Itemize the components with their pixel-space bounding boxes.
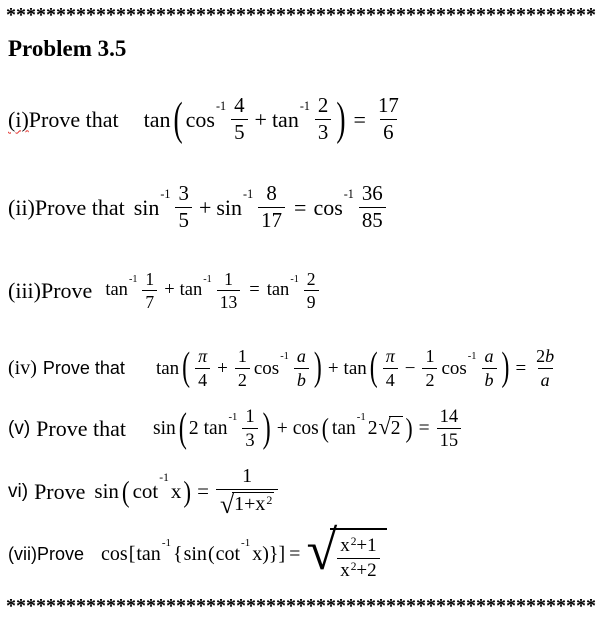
problem-1-row <box>0 88 605 152</box>
math-function <box>203 411 239 440</box>
fraction <box>359 183 386 232</box>
fraction <box>216 466 278 518</box>
denominator: 4 <box>383 368 398 390</box>
minus-operator: − <box>404 357 416 379</box>
right-paren: ) <box>183 474 192 508</box>
denominator: 6 <box>380 119 396 144</box>
numerator: 8 <box>266 181 277 206</box>
math-function <box>313 187 354 221</box>
problem-6-row <box>0 463 605 521</box>
expression: +2 <box>356 560 377 582</box>
function-name: tan <box>143 106 171 132</box>
function-name: tan <box>105 280 128 301</box>
denominator: 85 <box>359 207 386 232</box>
numerator: 1 <box>425 346 435 367</box>
denominator: 3 <box>242 428 257 450</box>
left-paren: ( <box>369 345 378 390</box>
function-name: cos <box>101 543 128 566</box>
plus-operator: + <box>254 106 267 132</box>
coefficient: 2 <box>536 346 546 367</box>
problem-2-label: (ii) <box>8 194 35 220</box>
equals-sign: = <box>353 106 366 132</box>
math-function <box>293 418 319 440</box>
equals-sign: = <box>515 357 527 379</box>
problem-7-prove: Prove <box>37 544 85 565</box>
function-name: tan <box>179 280 203 301</box>
expression: 1+x <box>234 492 266 515</box>
coefficient: 2 <box>367 417 378 439</box>
inverse-superscript: -1 <box>243 187 254 202</box>
variable: x <box>340 560 350 582</box>
problem-1-label: (i) <box>8 106 29 132</box>
left-paren: ( <box>321 412 329 444</box>
math-function <box>101 543 128 566</box>
numerator: a <box>296 346 306 367</box>
function-name: cos <box>441 357 467 379</box>
denominator: a <box>538 368 553 390</box>
denominator: 4 <box>195 368 210 390</box>
denominator: 15 <box>437 428 462 450</box>
bottom-border: *********************************************************** <box>6 594 596 617</box>
fraction <box>217 270 241 312</box>
right-paren: ) <box>501 345 510 390</box>
radical-sign: √ <box>306 520 338 583</box>
fraction <box>231 95 247 144</box>
exponent: 2 <box>266 492 273 507</box>
denominator: 17 <box>258 207 285 232</box>
plus-operator: + <box>276 417 288 439</box>
denominator: 7 <box>142 290 157 311</box>
left-bracket: [ <box>128 543 136 566</box>
math-function <box>144 107 171 133</box>
square-root <box>306 520 386 583</box>
radical-sign: √ <box>219 489 235 519</box>
math-function <box>153 418 176 440</box>
inverse-superscript: -1 <box>203 274 212 285</box>
denominator: 5 <box>231 119 247 144</box>
right-brace: } <box>268 543 279 566</box>
equals-sign: = <box>249 280 260 301</box>
problem-3-row <box>0 266 605 316</box>
math-function <box>156 358 179 380</box>
problem-5-label: (v) <box>8 417 31 439</box>
fraction <box>533 347 557 390</box>
variable: x <box>170 479 182 504</box>
math-function <box>331 411 367 440</box>
fraction <box>304 270 319 312</box>
function-name: sin <box>94 479 119 504</box>
math-function <box>271 99 311 133</box>
radicand <box>330 528 386 581</box>
math-function <box>133 187 172 221</box>
top-border: *********************************************************** <box>6 4 596 26</box>
left-paren: ( <box>173 91 183 145</box>
numerator: 4 <box>234 93 245 118</box>
exponent: 2 <box>350 561 357 574</box>
fraction <box>235 347 250 390</box>
problem-7-equation <box>100 520 387 583</box>
plus-operator: + <box>164 280 175 301</box>
plus-operator: + <box>327 357 339 379</box>
math-function <box>185 99 227 133</box>
numerator: 1 <box>242 464 253 487</box>
variable: x <box>340 535 350 557</box>
numerator <box>533 347 557 368</box>
math-function <box>216 187 254 221</box>
numerator: 2 <box>306 268 316 289</box>
numerator: 36 <box>361 181 383 206</box>
inverse-superscript: -1 <box>356 411 366 424</box>
function-name: sin <box>183 543 207 566</box>
math-function <box>441 351 477 380</box>
problem-3-label: (iii) <box>8 277 41 303</box>
problem-4-prove: Prove that <box>42 358 125 379</box>
fraction <box>258 183 285 232</box>
denominator: 3 <box>315 119 331 144</box>
math-function <box>94 479 119 504</box>
denominator <box>337 558 379 581</box>
function-name: sin <box>152 417 176 439</box>
equals-sign: = <box>289 543 301 566</box>
fraction <box>294 347 309 390</box>
equals-sign: = <box>294 194 307 220</box>
radicand <box>232 492 274 517</box>
problem-2-row <box>0 179 605 237</box>
right-bracket: ] <box>278 543 286 566</box>
problem-4-equation <box>155 347 560 390</box>
math-function <box>253 351 290 380</box>
inverse-superscript: -1 <box>128 274 138 285</box>
function-name: tan <box>155 357 180 379</box>
problem-6-equation <box>93 466 281 518</box>
fraction <box>422 347 437 390</box>
variable: b <box>545 346 555 367</box>
right-paren: ) <box>336 91 346 145</box>
inverse-superscript: -1 <box>228 411 238 424</box>
inverse-superscript: -1 <box>161 536 171 549</box>
denominator: 5 <box>175 207 191 232</box>
right-paren: ) <box>262 543 269 566</box>
function-name: sin <box>216 194 243 220</box>
function-name: cos <box>292 417 319 439</box>
numerator <box>337 536 379 558</box>
fraction <box>175 183 191 232</box>
left-paren: ( <box>182 345 191 390</box>
radical-sign: √ <box>378 414 391 440</box>
equals-sign: = <box>197 479 209 504</box>
numerator: 17 <box>377 93 399 118</box>
function-name: sin <box>133 194 160 220</box>
plus-operator: + <box>217 357 228 379</box>
left-paren: ( <box>207 543 215 566</box>
math-function <box>266 274 300 301</box>
fraction <box>195 347 210 390</box>
denominator <box>216 489 278 518</box>
left-paren: ( <box>178 404 187 451</box>
problem-6-label: vi) <box>8 480 29 502</box>
function-name: tan <box>343 357 367 379</box>
problem-7-row <box>0 520 605 587</box>
function-name: cot <box>132 479 159 504</box>
inverse-superscript: -1 <box>159 472 169 485</box>
numerator: π <box>198 346 208 367</box>
fraction <box>337 536 379 581</box>
denominator: 9 <box>304 290 319 311</box>
numerator: 3 <box>178 181 189 206</box>
function-name: cos <box>185 106 215 132</box>
fraction <box>383 347 398 390</box>
problem-1-equation <box>143 91 405 145</box>
denominator: 13 <box>217 290 241 311</box>
problem-2-equation <box>133 183 389 232</box>
expression: +1 <box>356 535 377 557</box>
left-paren: ( <box>121 474 130 508</box>
denominator: b <box>294 368 309 390</box>
inverse-superscript: -1 <box>290 274 299 285</box>
fraction <box>437 407 462 451</box>
math-function <box>105 274 138 301</box>
problem-5-row <box>0 403 605 455</box>
function-name: tan <box>266 280 290 301</box>
inverse-superscript: -1 <box>299 99 310 114</box>
numerator: 1 <box>145 268 155 289</box>
numerator: 1 <box>224 268 233 289</box>
problem-3-prove: Prove <box>41 277 93 303</box>
inverse-superscript: -1 <box>280 351 289 363</box>
numerator: 1 <box>237 346 247 367</box>
coefficient: 2 <box>188 417 199 439</box>
problem-4-row <box>0 341 605 397</box>
inverse-superscript: -1 <box>343 187 354 202</box>
fraction <box>142 270 157 312</box>
math-function <box>215 536 252 566</box>
numerator: π <box>385 346 395 367</box>
right-paren: ) <box>313 345 322 390</box>
plus-operator: + <box>198 194 212 220</box>
fraction <box>315 95 331 144</box>
fraction <box>482 347 497 390</box>
function-name: tan <box>203 417 228 439</box>
problem-1-prove: Prove that <box>28 106 119 132</box>
square-root <box>219 489 274 519</box>
function-name: tan <box>136 543 161 566</box>
fraction <box>242 407 257 451</box>
right-paren: ) <box>262 404 271 451</box>
problem-5-equation <box>152 404 464 452</box>
math-function <box>179 274 213 301</box>
denominator: b <box>482 368 497 390</box>
exponent: 2 <box>350 536 357 549</box>
square-root <box>378 416 402 440</box>
inverse-superscript: -1 <box>467 351 477 363</box>
variable: x <box>252 543 263 566</box>
right-paren: ) <box>405 412 413 444</box>
problem-2-prove: Prove that <box>34 194 125 220</box>
problem-5-prove: Prove that <box>36 415 126 441</box>
math-function <box>184 543 207 566</box>
problem-4-label: (iv) <box>8 357 37 380</box>
function-name: tan <box>271 106 299 132</box>
inverse-superscript: -1 <box>160 187 171 202</box>
inverse-superscript: -1 <box>215 99 227 114</box>
function-name: cot <box>215 543 241 566</box>
page-title: Problem 3.5 <box>8 36 127 61</box>
function-name: cos <box>313 194 343 220</box>
problem-7-label: (vii) <box>8 544 37 565</box>
numerator: 2 <box>317 93 329 118</box>
fraction <box>375 95 402 144</box>
function-name: cos <box>253 357 280 379</box>
numerator: 1 <box>245 405 255 427</box>
problem-3-equation <box>104 270 321 312</box>
numerator: a <box>484 346 494 367</box>
math-function <box>136 536 172 566</box>
math-function <box>132 472 170 504</box>
denominator: 2 <box>235 368 250 390</box>
equals-sign: = <box>418 417 430 439</box>
radicand: 2 <box>390 418 401 440</box>
function-name: tan <box>331 417 356 439</box>
problem-6-prove: Prove <box>34 478 86 504</box>
denominator: 2 <box>422 368 437 390</box>
numerator: 14 <box>439 405 459 427</box>
inverse-superscript: -1 <box>241 536 251 549</box>
left-brace: { <box>172 543 183 566</box>
math-function <box>344 358 367 380</box>
